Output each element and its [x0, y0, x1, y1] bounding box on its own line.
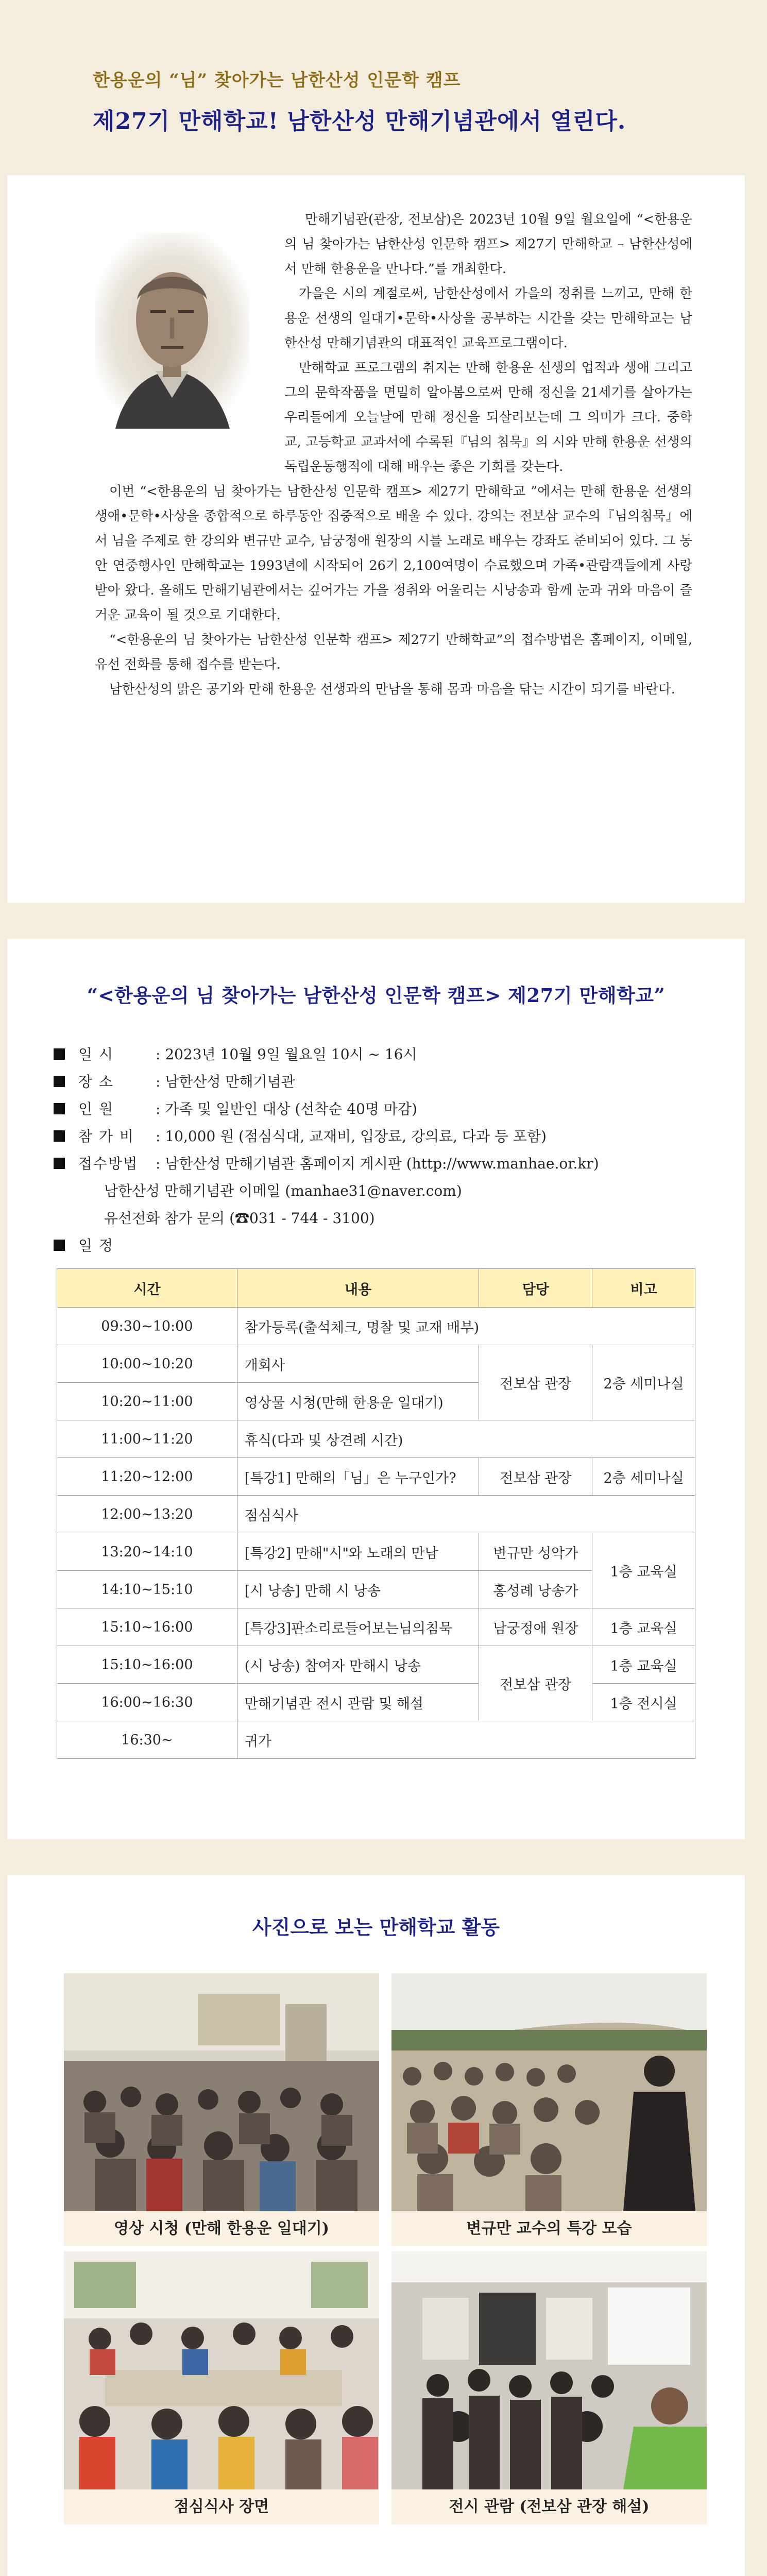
note-cell: 1층 교육실 [592, 1608, 695, 1646]
staff-cell: 전보삼 관장 [479, 1345, 592, 1420]
intro-paragraph: “<한용운의 님 찾아가는 남한산성 인문학 캠프> 제27기 만해학교”의 접수방법은 홈페이지, 이메일, 유선 전화를 통해 접수를 받는다. [95, 632, 692, 672]
photo-caption: 영상 시청 (만해 한용운 일대기) [64, 2211, 379, 2246]
info-key: 일 정 [78, 1237, 114, 1254]
staff-cell: 전보삼 관장 [479, 1646, 592, 1721]
staff-cell: 남궁정애 원장 [479, 1608, 592, 1646]
info-sub-email: 남한산성 만해기념관 이메일 (manhae31@naver.com) [104, 1182, 462, 1199]
time-cell: 11:00~11:20 [57, 1420, 237, 1458]
time-cell: 09:30~10:00 [57, 1308, 237, 1345]
note-cell: 2층 세미나실 [592, 1458, 695, 1496]
table-row [57, 1308, 695, 1345]
info-value: : 가족 및 일반인 대상 (선착순 40명 마감) [156, 1100, 417, 1117]
bullet-square-icon [54, 1048, 65, 1060]
time-cell: 12:00~13:20 [57, 1496, 237, 1533]
info-row-registration [54, 1150, 703, 1177]
time-cell: 15:10~16:00 [57, 1646, 237, 1684]
table-row [57, 1458, 695, 1496]
info-key: 일 시 [78, 1046, 114, 1063]
intro-paragraph: 가을은 시의 계절로써, 남한산성에서 가을의 정취를 느끼고, 만해 한용운 선생의 일대기•문학•사상을 공부하는 시간을 갖는 만해학교는 남한산성 만해기념관의 대표적인 교육프로그램이다. [284, 286, 692, 351]
column-header: 담당 [479, 1269, 592, 1308]
table-row [57, 1608, 695, 1646]
staff-cell: 홍성례 낭송가 [479, 1571, 592, 1608]
content-cell: (시 낭송) 참여자 만해시 낭송 [237, 1646, 479, 1684]
photo-caption: 변규만 교수의 특강 모습 [391, 2211, 707, 2246]
schedule-table [57, 1268, 695, 1759]
intro-paragraph: 만해학교 프로그램의 취지는 만해 한용운 선생의 업적과 생애 그리고 그의 문학작품을 면밀히 알아봄으로써 만해 정신을 21세기를 살아가는 우리들에게 오늘날에 만해 정신을 되살려보는데 그 의미가 크다. 중학교, 고등학교 교과서에 수록된『님의 침묵』의 시와 만해 한용운 선생의 독립운동행적에 대해 배우는 좋은 기회를 갖는다. [284, 360, 692, 474]
bullet-square-icon [54, 1103, 65, 1114]
photo-exhibition [391, 2251, 707, 2489]
content-cell: 개회사 [237, 1345, 479, 1383]
photos-card [7, 1875, 745, 2576]
content-cell: [특강2] 만해"시"와 노래의 만남 [237, 1533, 479, 1571]
content-cell: 영상물 시청(만해 한용운 일대기) [237, 1383, 479, 1420]
content-cell: 귀가 [237, 1721, 695, 1759]
table-header-row [57, 1269, 695, 1308]
info-row-schedule [54, 1232, 703, 1259]
info-value: : 남한산성 만해기념관 홈페이지 게시판 (http://www.manhae.or.kr) [156, 1155, 599, 1172]
info-key: 참 가 비 [78, 1128, 134, 1145]
program-card [7, 939, 745, 1839]
note-cell: 1층 전시실 [592, 1684, 695, 1721]
bullet-square-icon [54, 1158, 65, 1169]
info-value: : 10,000 원 (점심식대, 교재비, 입장료, 강의료, 다과 등 포함) [156, 1128, 547, 1145]
info-value: : 남한산성 만해기념관 [156, 1073, 295, 1090]
column-header: 내용 [237, 1269, 479, 1308]
content-cell: [특강1] 만해의「님」은 누구인가? [237, 1458, 479, 1496]
content-cell: [특강3]판소리로들어보는님의침묵 [237, 1608, 479, 1646]
time-cell: 14:10~15:10 [57, 1571, 237, 1608]
header-kicker: 한용운의 “님” 찾아가는 남한산성 인문학 캠프 [93, 70, 461, 91]
content-cell: [시 낭송] 만해 시 낭송 [237, 1571, 479, 1608]
staff-cell: 전보삼 관장 [479, 1458, 592, 1496]
time-cell: 13:20~14:10 [57, 1533, 237, 1571]
time-cell: 11:20~12:00 [57, 1458, 237, 1496]
staff-cell: 변규만 성악가 [479, 1533, 592, 1571]
photo-caption: 점심식사 장면 [64, 2489, 379, 2524]
time-cell: 10:20~11:00 [57, 1383, 237, 1420]
note-cell: 1층 교육실 [592, 1646, 695, 1684]
photo-video-screening [64, 1973, 379, 2211]
content-cell: 점심식사 [237, 1496, 695, 1533]
program-title: “<한용운의 님 찾아가는 남한산성 인문학 캠프> 제27기 만해학교” [87, 984, 666, 1007]
info-row-date [54, 1041, 703, 1068]
header-headline: 제27기 만해학교! 남한산성 만해기념관에서 열린다. [93, 108, 626, 134]
info-key: 장 소 [78, 1073, 114, 1090]
bullet-square-icon [54, 1130, 65, 1142]
program-info [54, 1041, 703, 1259]
table-row [57, 1345, 695, 1383]
page-header [93, 66, 711, 135]
info-sub-phone: 유선전화 참가 문의 (☎031 - 744 - 3100) [104, 1210, 375, 1227]
intro-paragraph: 만해기념관(관장, 전보삼)은 2023년 10월 9일 월요일에 “<한용운의 님 찾아가는 남한산성 인문학 캠프> 제27기 만해학교 – 남한산성에서 만해 한용운을 만나다.”를 개최한다. [284, 212, 692, 277]
content-cell: 참가등록(출석체크, 명찰 및 교재 배부) [237, 1308, 695, 1345]
table-row [57, 1533, 695, 1571]
time-cell: 16:00~16:30 [57, 1684, 237, 1721]
info-key: 접수방법 [78, 1155, 139, 1172]
bullet-square-icon [54, 1240, 65, 1251]
note-cell: 2층 세미나실 [592, 1345, 695, 1420]
table-row [57, 1496, 695, 1533]
table-row [57, 1420, 695, 1458]
photo-caption: 전시 관람 (전보삼 관장 해설) [391, 2489, 707, 2524]
column-header: 비고 [592, 1269, 695, 1308]
table-row [57, 1684, 695, 1721]
time-cell: 15:10~16:00 [57, 1608, 237, 1646]
info-row-capacity [54, 1095, 703, 1123]
intro-article [95, 175, 692, 702]
info-row-place [54, 1068, 703, 1095]
column-header: 시간 [57, 1269, 237, 1308]
intro-paragraph: 남한산성의 맑은 공기와 만해 한용운 선생과의 만남을 통해 몸과 마음을 닦는 시간이 되기를 바란다. [109, 682, 675, 697]
photo-lecture [391, 1973, 707, 2211]
intro-paragraph: 이번 “<한용운의 님 찾아가는 남한산성 인문학 캠프> 제27기 만해학교 ”에서는 만해 한용운 선생의 생애•문학•사상을 종합적으로 하루동안 집중적으로 배울 수 있다. 강의는 전보삼 교수의『님의침묵』에서 님을 주제로 한 강의와 변규만 교수, 남궁정애 원장의 시를 노래로 배우는 강좌도 준비되어 있다. 그 동안 연중행사인 만해학교는 1993년에 시작되어 26기 2,100여명이 수료했으며 가족•관람객들에게 사랑받아 왔다. 올해도 만해기념관에서는 깊어가는 가을 정취와 어울리는 시낭송과 함께 눈과 귀와 마음이 즐거운 교육이 될 것으로 기대한다. [95, 484, 692, 623]
note-cell: 1층 교육실 [592, 1533, 695, 1608]
intro-card [7, 175, 745, 903]
photo-lunch [64, 2251, 379, 2489]
bullet-square-icon [54, 1076, 65, 1087]
time-cell: 10:00~10:20 [57, 1345, 237, 1383]
time-cell: 16:30~ [57, 1721, 237, 1759]
table-row [57, 1646, 695, 1684]
info-value: : 2023년 10월 9일 월요일 10시 ~ 16시 [156, 1046, 417, 1063]
photos-title: 사진으로 보는 만해학교 활동 [252, 1916, 500, 1939]
content-cell: 만해기념관 전시 관람 및 해설 [237, 1684, 479, 1721]
table-row [57, 1721, 695, 1759]
info-key: 인 원 [78, 1100, 114, 1117]
info-row-fee [54, 1123, 703, 1150]
content-cell: 휴식(다과 및 상견례 시간) [237, 1420, 695, 1458]
